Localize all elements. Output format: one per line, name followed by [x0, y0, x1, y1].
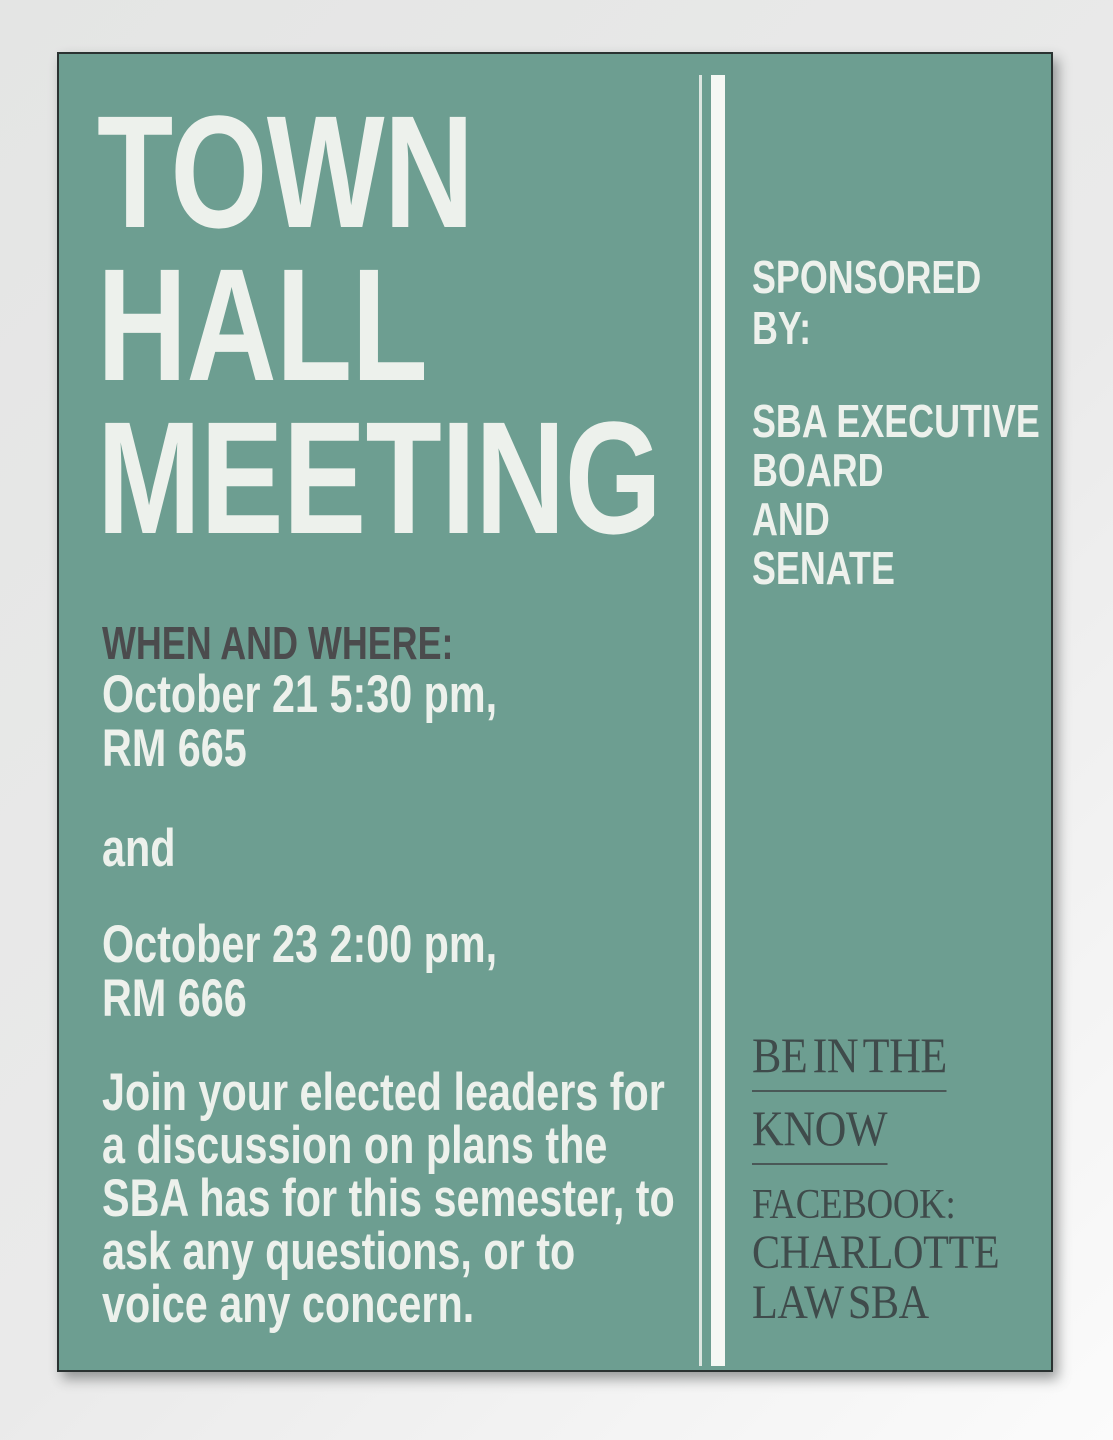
event-2-datetime	[102, 915, 498, 1028]
event-2-date-line: October 23 2:00 pm,	[102, 915, 498, 974]
event-1-room-line: RM 665	[102, 719, 247, 778]
tagline-line-2-wrap	[752, 1099, 947, 1165]
poster-title	[97, 82, 662, 567]
event-2-room-line: RM 666	[102, 969, 247, 1028]
sponsor-line-1: SBA EXECUTIVE	[752, 395, 1040, 447]
tagline-line-2: KNOW	[752, 1099, 887, 1165]
tagline-line-1-wrap	[752, 1026, 947, 1092]
sponsored-line-2: BY:	[752, 302, 812, 354]
sponsored-by-heading	[752, 252, 981, 354]
facebook-label: FACEBOOK:	[752, 1182, 956, 1228]
schedule-connector: and	[102, 819, 176, 878]
description-line-3: SBA has for this semester, to	[102, 1169, 675, 1228]
description-line-1: Join your elected leaders for	[102, 1063, 665, 1122]
facebook-page-name	[752, 1228, 999, 1328]
divider-thick-line	[711, 75, 725, 1366]
sponsor-line-3: AND	[752, 493, 830, 545]
title-line-2: HALL	[97, 235, 428, 414]
description-line-5: voice any concern.	[102, 1275, 475, 1334]
divider-thin-line	[699, 75, 702, 1366]
town-hall-flyer	[57, 52, 1053, 1372]
event-1-date-line: October 21 5:30 pm,	[102, 665, 498, 724]
facebook-name-line-1: CHARLOTTE	[752, 1226, 1000, 1279]
description-line-2: a discussion on plans the	[102, 1116, 608, 1175]
facebook-name-line-2: LAW SBA	[752, 1276, 929, 1329]
sponsored-line-1: SPONSORED	[752, 251, 982, 303]
event-1-datetime	[102, 665, 498, 778]
description-line-4: ask any questions, or to	[102, 1222, 576, 1281]
sponsor-line-2: BOARD	[752, 444, 884, 496]
title-line-1: TOWN	[97, 82, 474, 261]
sponsor-line-4: SENATE	[752, 542, 895, 594]
description-paragraph	[102, 1063, 675, 1334]
be-in-the-know-tagline	[752, 1026, 947, 1172]
title-line-3: MEETING	[97, 388, 662, 567]
when-and-where-heading: WHEN AND WHERE:	[102, 617, 454, 669]
tagline-line-1: BE IN THE	[752, 1026, 947, 1092]
sponsor-names	[752, 397, 1040, 593]
